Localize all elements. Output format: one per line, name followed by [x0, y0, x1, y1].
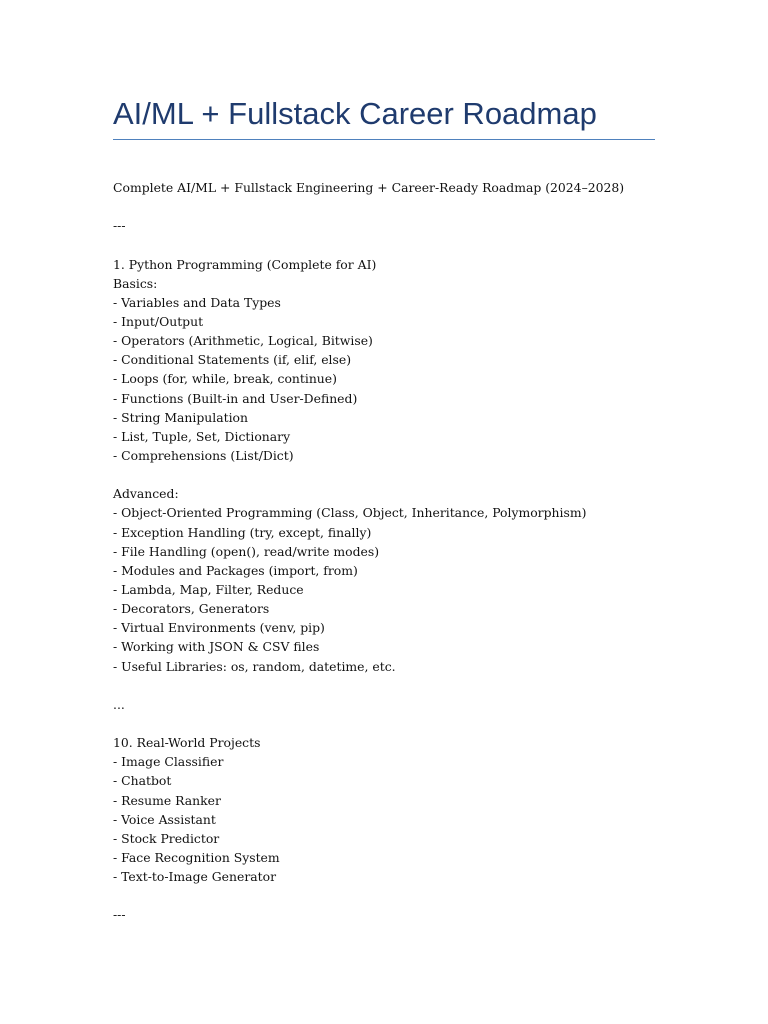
- text-line: Advanced:: [113, 486, 179, 502]
- text-line: ---: [113, 907, 126, 923]
- text-line: - Decorators, Generators: [113, 601, 270, 617]
- text-line: - Stock Predictor: [113, 830, 220, 846]
- text-line: - Object-Oriented Programming (Class, Object, Inheritance, Polymorphism): [113, 505, 587, 521]
- text-line: - Resume Ranker: [113, 792, 221, 808]
- text-line: - Input/Output: [113, 313, 204, 329]
- text-line: 1. Python Programming (Complete for AI): [113, 256, 377, 272]
- text-line: ---: [113, 218, 126, 234]
- text-line: - Working with JSON & CSV files: [113, 639, 320, 655]
- text-line: - Face Recognition System: [113, 849, 280, 865]
- text-line: - Useful Libraries: os, random, datetime, etc.: [113, 658, 396, 674]
- text-line: - Conditional Statements (if, elif, else): [113, 352, 352, 368]
- text-line: - Voice Assistant: [113, 811, 216, 827]
- text-line: - Comprehensions (List/Dict): [113, 447, 294, 463]
- text-line: Complete AI/ML + Fullstack Engineering + Career-Ready Roadmap (2024–2028): [113, 180, 625, 195]
- text-line: - Loops (for, while, break, continue): [113, 371, 337, 387]
- text-line: - File Handling (open(), read/write modes): [113, 543, 380, 559]
- title-divider: [113, 139, 655, 140]
- text-line: - Exception Handling (try, except, finally): [113, 524, 372, 540]
- document-title: AI/ML + Fullstack Career Roadmap: [113, 96, 597, 131]
- text-line: [113, 714, 624, 733]
- text-line: [113, 235, 624, 254]
- document-body: [113, 178, 624, 924]
- text-line: [113, 676, 624, 695]
- text-line: - Functions (Built-in and User-Defined): [113, 390, 358, 406]
- text-line: Basics:: [113, 275, 158, 291]
- text-line: - Modules and Packages (import, from): [113, 562, 358, 578]
- text-line: - Operators (Arithmetic, Logical, Bitwise): [113, 333, 373, 349]
- text-line: [113, 465, 624, 484]
- text-line: [113, 886, 624, 905]
- text-line: - Text-to-Image Generator: [113, 869, 276, 885]
- text-line: - Variables and Data Types: [113, 294, 281, 310]
- text-line: - String Manipulation: [113, 409, 248, 425]
- text-line: - Image Classifier: [113, 754, 224, 770]
- text-line: - List, Tuple, Set, Dictionary: [113, 428, 291, 444]
- text-line: 10. Real-World Projects: [113, 735, 261, 751]
- text-line: ...: [113, 696, 125, 712]
- text-line: - Virtual Environments (venv, pip): [113, 620, 325, 636]
- text-line: - Lambda, Map, Filter, Reduce: [113, 581, 304, 597]
- text-line: - Chatbot: [113, 773, 172, 789]
- text-line: [113, 197, 624, 216]
